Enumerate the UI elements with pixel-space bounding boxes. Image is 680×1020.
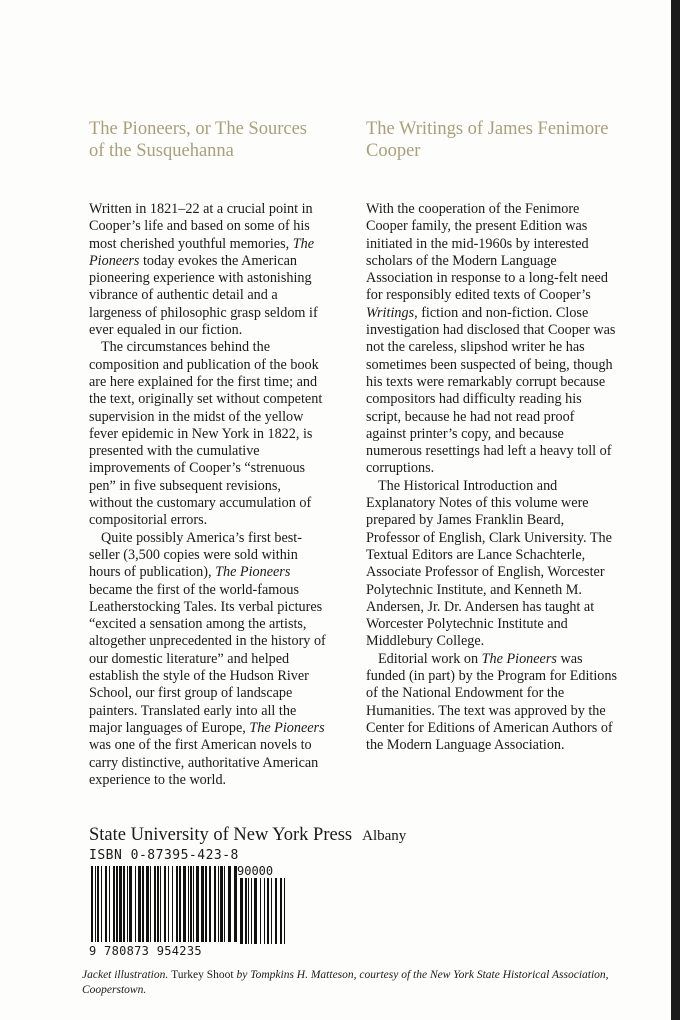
barcode-bars [89,866,289,946]
barcode-bar [214,866,216,942]
barcode-bar [275,878,277,944]
barcode-bar [220,866,223,942]
barcode-bar [284,878,285,944]
barcode-bar [142,866,144,942]
barcode-bar [176,866,178,942]
barcode-bar [245,878,247,944]
barcode-bar [113,866,115,942]
barcode-bar [150,866,151,942]
barcode-bar [154,866,156,942]
barcode-bar [183,866,186,942]
body-paragraph: Editorial work on The Pioneers was funded (in part) by the Program for Editions of the National Endowment for the Humanities. The text was approved by the Center for Editions of American Authors of the Modern Language Association. [366,650,617,754]
publisher-name: State University of New York Press [89,825,353,845]
barcode-bar [109,866,110,942]
barcode-bar [218,866,219,942]
body-paragraph: The Historical Introduction and Explanatory Notes of this volume were prepared by James Franklin Beard, Professor of English, Clark University. The Textual Editors are Lance Schachterle, Associate Professor of English, Worcester Polytechnic Institute, and Kenneth M. Andersen, Jr. Dr. Andersen has taught at Worcester Polytechnic Institute and Middlebury College. [366,477,612,650]
right-column [366,118,618,755]
barcode-addon: 90000 [237,864,274,878]
body-paragraph: The circumstances behind the composition and publication of the book are here explained for the first time; and the text, originally set without competent supervision in the midst of the yellow fever epidemic in New York in 1822, is presented with the cumulative improvements of Cooper’s “strenuous pen” in five subsequent revisions, without the customary accumulation of compositorial errors. [89,339,323,529]
body-paragraph: Written in 1821–22 at a crucial point in Cooper’s life and based on some of his most cherished youthful memories, The Pioneers today evokes the American pioneering experience with astonishing vibrance of authentic detail and a largeness of philosophic grasp seldom if ever equaled in our fiction. [89,201,318,339]
credit-rest: by Tompkins H. Matteson, courtesy of the New York State Historical Association, Cooperstown. [82,969,609,996]
barcode-bar [267,878,269,944]
barcode-bar [224,866,225,942]
publisher-line [89,825,406,846]
barcode-bar [240,878,243,944]
barcode-bar [138,866,141,942]
isbn-number: ISBN 0-87395-423-8 [89,848,239,863]
barcode-bar [205,866,207,942]
barcode-bar [251,878,252,944]
left-body [89,201,327,789]
barcode-bar [190,866,192,942]
barcode-digits: 9 780873 954235 [89,944,202,958]
barcode-bar [260,878,261,944]
barcode-bar [248,878,249,944]
barcode-bar [196,866,199,942]
jacket-credit [82,968,642,998]
barcode-bar [116,866,118,942]
credit-label: Jacket illustration. [82,969,169,981]
barcode-bar [135,866,136,942]
barcode-bar [264,878,265,944]
barcode-bar [97,866,99,942]
barcode-bar [179,866,181,942]
barcode-bar [209,866,211,942]
barcode-bar [157,866,159,942]
barcode-bar [280,878,282,944]
barcode-bar [119,866,122,942]
barcode-bar [129,866,132,942]
credit-title: Turkey Shoot [171,969,234,981]
body-paragraph: Quite possibly America’s first best-seller (3,500 copies were sold within hours of publication), The Pioneers became the first of the world-famous Leatherstocking Tales. Its verbal pictures “excited a sensation among the artists, altogether unprecedented in the history of our domestic literature” and helped establish the style of the Hudson River School, our first group of landscape painters. Translated early into all the major languages of Europe, The Pioneers was one of the first American novels to carry distinctive, authoritative American experience to the world. [89,529,326,788]
barcode-bar [146,866,149,942]
barcode-bar [168,866,169,942]
barcode-bar [188,866,189,942]
barcode-bar [101,866,102,942]
cover-edge [671,0,680,1020]
barcode-bar [254,878,257,944]
left-column [89,118,327,789]
barcode-bar [164,866,166,942]
barcode-bar [160,866,161,942]
barcode-bar [228,866,231,942]
barcode-bar [105,866,107,942]
barcode-bar [201,866,204,942]
right-heading: The Writings of James Fenimore Cooper [366,119,609,161]
barcode-bar [127,866,128,942]
body-paragraph: With the cooperation of the Fenimore Cooper family, the present Edition was initiated in the mid-1960s by interested scholars of the Modern Language Association in response to a long-felt need for responsibly edited texts of Cooper’s Writings, fiction and non-fiction. Close investigation had disclosed that Cooper was not the careless, slipshod writer he has sometimes been suspected of being, though his texts were remarkably corrupt because compositors had difficulty reading his script, because he had not read proof against printer’s copy, and because numerous resettings had left a heavy toll of corruptions. [366,201,616,477]
barcode-bar [123,866,125,942]
barcode-bar [193,866,194,942]
publisher-city: Albany [362,828,407,844]
barcode-bar [271,878,272,944]
barcode [89,848,285,964]
barcode-bar [95,866,96,942]
barcode-bar [91,866,93,942]
right-body [366,201,618,755]
left-heading: The Pioneers, or The Sources of the Susquehanna [89,119,308,161]
barcode-bar [172,866,173,942]
